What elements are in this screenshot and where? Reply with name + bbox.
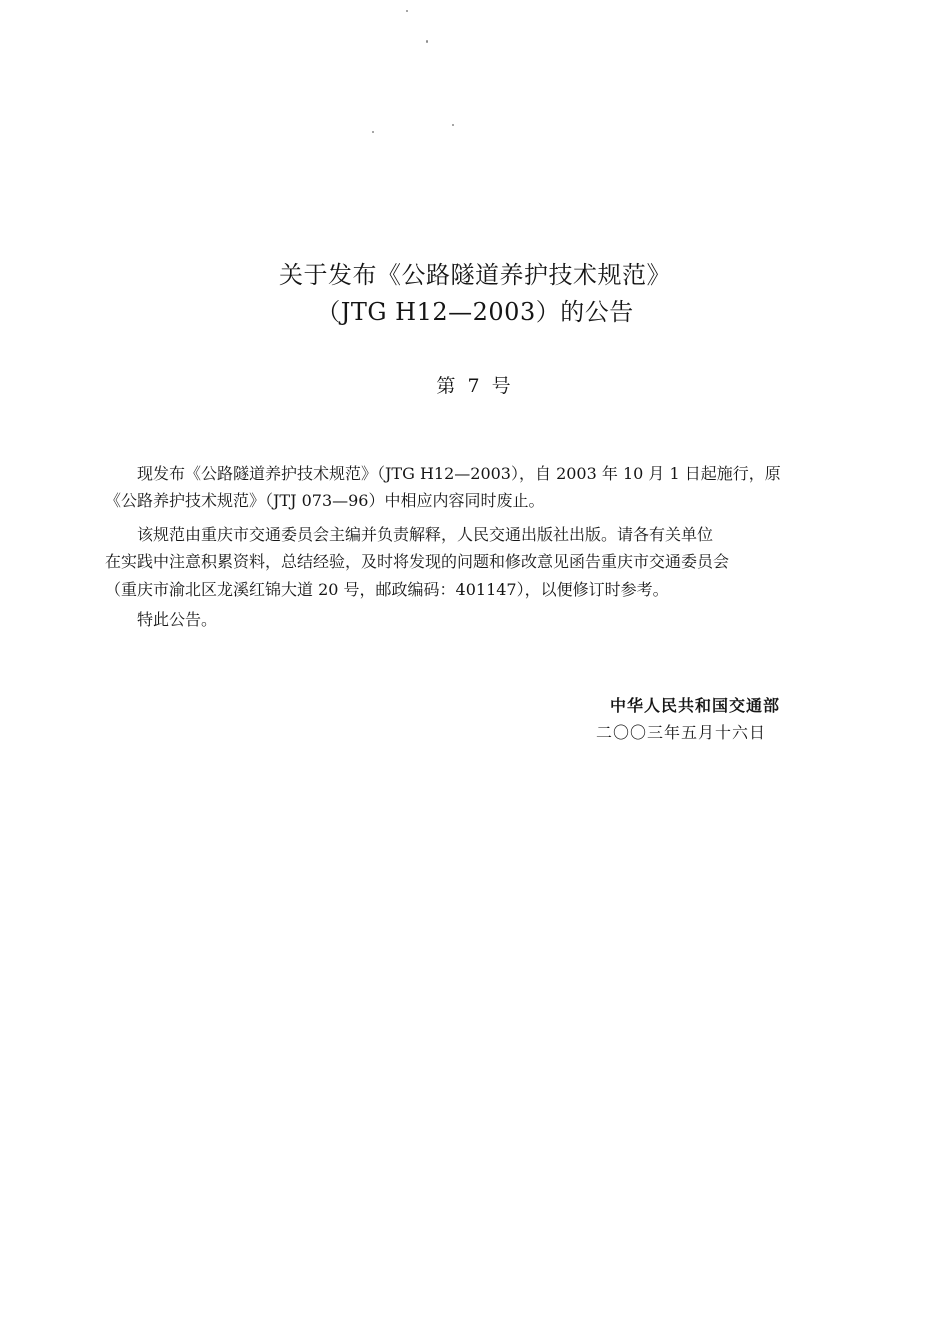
scan-speck (452, 124, 454, 126)
signature-organization: 中华人民共和国交通部 (610, 696, 781, 715)
notice-number: 第 7 号 (436, 375, 514, 397)
notice-title-line-1: 关于发布《公路隧道养护技术规范》 (279, 261, 671, 289)
paragraph-2-line-1: 该规范由重庆市交通委员会主编并负责解释，人民交通出版社出版。请各有关单位 (137, 525, 714, 544)
signature-date: 二〇〇三年五月十六日 (596, 723, 767, 742)
scan-speck (406, 10, 408, 12)
paragraph-3: 特此公告。 (137, 610, 218, 629)
scan-speck (426, 40, 428, 43)
paragraph-2-line-3: （重庆市渝北区龙溪红锦大道 20 号，邮政编码：401147），以便修订时参考。 (105, 580, 669, 599)
scan-speck (372, 131, 374, 133)
paragraph-1-line-1: 现发布《公路隧道养护技术规范》（JTG H12—2003），自 2003 年 10 月 1 日起施行，原 (137, 464, 781, 483)
paragraph-2-line-2: 在实践中注意积累资料，总结经验，及时将发现的问题和修改意见函告重庆市交通委员会 (105, 552, 730, 571)
notice-title-line-2: （JTG H12—2003）的公告 (316, 298, 634, 326)
paragraph-1-line-2: 《公路养护技术规范》（JTJ 073—96）中相应内容同时废止。 (105, 491, 545, 510)
